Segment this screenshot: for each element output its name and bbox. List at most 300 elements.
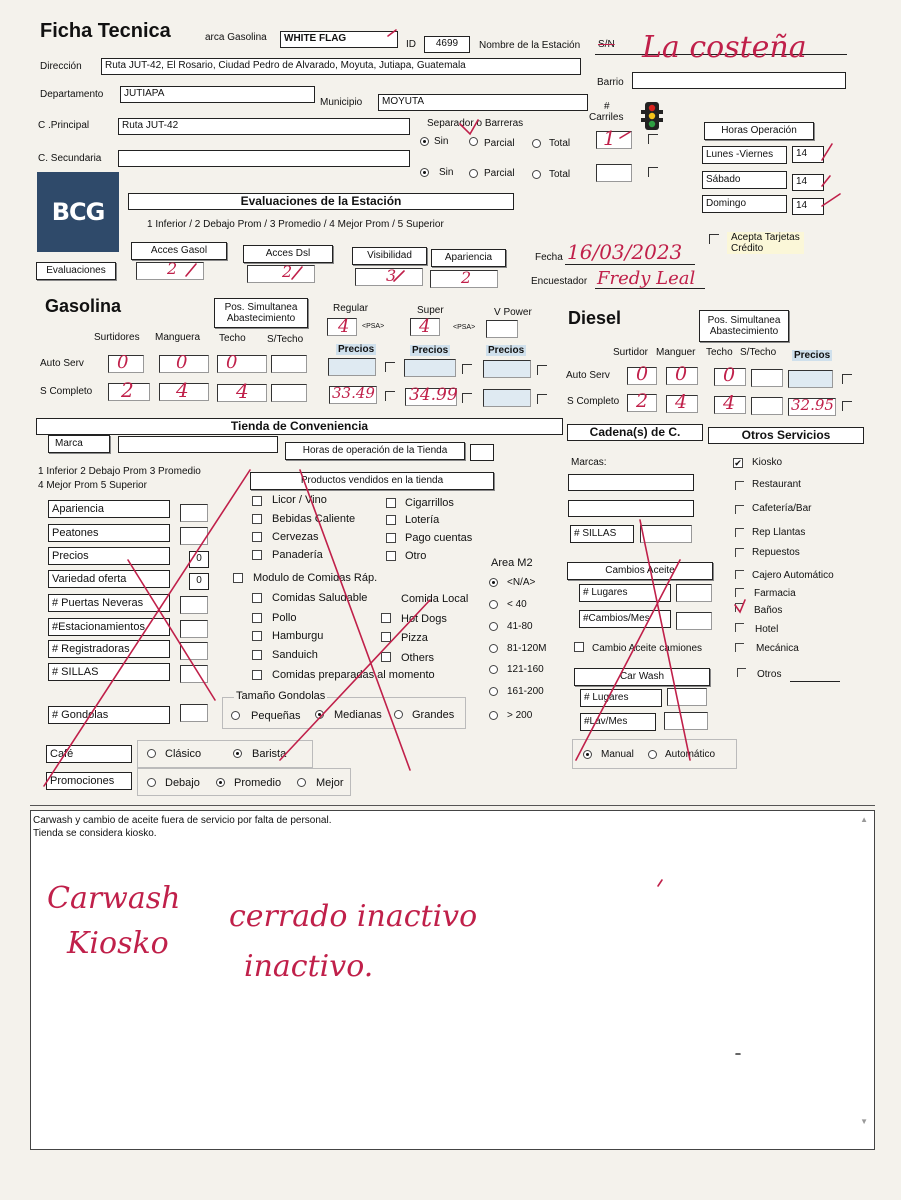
- area-41-radio[interactable]: [489, 622, 498, 631]
- diesel-completo-stecho-field[interactable]: [751, 397, 783, 415]
- tienda-sillas-label: # SILLAS: [48, 663, 170, 681]
- tienda-marca-label: Marca: [48, 435, 110, 453]
- diesel-auto-techo-field[interactable]: [714, 364, 746, 386]
- gas-completo-mangueras-field[interactable]: [159, 378, 209, 402]
- area-41-label: 41-80: [507, 621, 533, 632]
- departamento-label: Departamento: [40, 89, 104, 100]
- cafe-barista-radio[interactable]: [233, 749, 242, 758]
- carriles-hash: #: [604, 101, 610, 112]
- visibilidad-field[interactable]: [355, 268, 423, 286]
- traffic-light-icon: [641, 101, 663, 133]
- repuestos-label: Repuestos: [752, 547, 800, 558]
- aceite-cambios-mes-label: #Cambios/Mes: [579, 610, 671, 628]
- carriles1-field[interactable]: [596, 126, 632, 150]
- tienda-registradoras-label: # Registradoras: [48, 640, 170, 658]
- area-161-radio[interactable]: [489, 687, 498, 696]
- area-81-label: 81-120M: [507, 643, 547, 654]
- gondolas-pequenas-radio[interactable]: [231, 711, 240, 720]
- carriles1-check[interactable]: [648, 134, 658, 144]
- acces-dsl-field[interactable]: [247, 262, 315, 283]
- gas-completo-techo-field[interactable]: [217, 379, 267, 403]
- diesel-techo-header: Techo: [706, 347, 733, 358]
- bcg-logo: [37, 172, 119, 252]
- carriles2-check[interactable]: [648, 167, 658, 177]
- licor-label: Licor / Vino: [272, 494, 327, 506]
- nombre-estacion-value: S/N: [598, 39, 615, 50]
- cajero-label: Cajero Automático: [752, 570, 834, 581]
- otros-field[interactable]: [790, 681, 840, 682]
- apariencia-field[interactable]: [430, 270, 498, 288]
- pollo-label: Pollo: [272, 612, 297, 624]
- diesel-completo-manguer-field[interactable]: [666, 391, 698, 413]
- panaderia-checkbox[interactable]: [252, 550, 262, 560]
- carwash-lugares-label: # Lugares: [580, 689, 662, 707]
- gas-completo-precio-super-value: 34.99: [409, 385, 458, 405]
- hotel-checkbox[interactable]: [735, 623, 744, 632]
- gas-auto-regular-check[interactable]: [385, 362, 395, 372]
- super-pos-field[interactable]: [410, 318, 440, 336]
- loteria-label: Lotería: [405, 514, 440, 526]
- diesel-auto-stecho-field[interactable]: [751, 369, 783, 387]
- comidas-preparadas-label: Comidas preparadas al momento: [272, 669, 435, 681]
- tienda-peatones-field[interactable]: [180, 527, 208, 545]
- comida-local-label: Comida Local: [401, 593, 469, 605]
- tienda-estacionamientos-label: #Estacionamientos: [48, 618, 170, 636]
- fecha-field[interactable]: [565, 264, 695, 265]
- cafe-clasico-label: Clásico: [165, 748, 202, 760]
- carwash-manual-radio[interactable]: [583, 750, 592, 759]
- gondolas-grandes-radio[interactable]: [394, 710, 403, 719]
- gas-auto-super-check[interactable]: [462, 364, 472, 374]
- carwash-title: Car Wash: [574, 668, 710, 686]
- tienda-puertas-label: # Puertas Neveras: [48, 594, 170, 612]
- area-121-label: 121-160: [507, 664, 544, 675]
- area-161-label: 161-200: [507, 686, 544, 697]
- horas-operacion-button[interactable]: Horas Operación: [704, 122, 814, 140]
- separador1-sin-radio[interactable]: [420, 137, 429, 146]
- nombre-estacion-handwritten: La costeña: [642, 30, 807, 65]
- gasolina-pos-label-1: Pos. Simultanea: [224, 302, 298, 313]
- promo-debajo-radio[interactable]: [147, 778, 156, 787]
- notes-hand-kiosko: Kiosko: [67, 926, 169, 961]
- scroll-up-icon[interactable]: ▲: [860, 815, 868, 824]
- gas-completo-techo-value: 4: [236, 379, 249, 403]
- pizza-checkbox[interactable]: [381, 632, 391, 642]
- cadena-title: Cadena(s) de C.: [567, 424, 703, 441]
- regular-pos-value: 4: [338, 316, 350, 337]
- pago-cuentas-label: Pago cuentas: [405, 532, 473, 544]
- tienda-horas-field[interactable]: [470, 444, 494, 461]
- mecanica-label: Mecánica: [756, 643, 799, 654]
- gas-completo-precio-super[interactable]: [405, 385, 458, 406]
- farmacia-label: Farmacia: [754, 588, 796, 599]
- restaurant-checkbox[interactable]: [735, 481, 744, 490]
- gas-completo-precio-regular-value: 33.49: [332, 384, 375, 402]
- acepta-tarjetas-label: [727, 232, 804, 254]
- tienda-horas-label: Horas de operación de la Tienda: [285, 442, 465, 460]
- cervezas-checkbox[interactable]: [252, 532, 262, 542]
- tienda-precios-label: Precios: [48, 547, 170, 565]
- acces-dsl-label: Acces Dsl: [243, 245, 333, 263]
- others-checkbox[interactable]: [381, 652, 391, 662]
- carwash-lav-mes-label: #Lav/Mes: [580, 713, 656, 731]
- diesel-auto-manguer-value: 0: [675, 363, 688, 385]
- sabado-field[interactable]: 14: [792, 174, 824, 191]
- carwash-manual-label: Manual: [601, 749, 634, 760]
- area-40-label: < 40: [507, 599, 527, 610]
- separador2-total-label: Total: [549, 169, 571, 180]
- carriles2-field[interactable]: [596, 164, 632, 182]
- calle-secundaria-field[interactable]: [118, 150, 410, 167]
- panaderia-label: Panadería: [272, 549, 323, 561]
- hotel-label: Hotel: [755, 624, 779, 635]
- gas-auto-precio-regular[interactable]: [328, 358, 376, 376]
- apariencia-value: 2: [461, 268, 472, 287]
- tienda-gondolas-field[interactable]: [180, 704, 208, 722]
- departamento-field[interactable]: JUTIAPA: [120, 86, 315, 103]
- gas-completo-regular-check[interactable]: [385, 391, 395, 401]
- gasolina-title: Gasolina: [45, 296, 122, 316]
- tienda-marca-field[interactable]: [118, 436, 278, 453]
- diesel-auto-surtidor-field[interactable]: [627, 363, 657, 385]
- gas-auto-techo-field[interactable]: [217, 352, 267, 373]
- tienda-apariencia-field[interactable]: [180, 504, 208, 522]
- cadena-marca-field-1[interactable]: [568, 474, 694, 491]
- fecha-value: 16/03/2023: [567, 240, 683, 264]
- llantas-checkbox[interactable]: [735, 528, 744, 537]
- carwash-automatico-radio[interactable]: [648, 750, 657, 759]
- apariencia-label: Apariencia: [431, 249, 506, 267]
- hotdogs-checkbox[interactable]: [381, 613, 391, 623]
- cadena-marca-field-2[interactable]: [568, 500, 694, 517]
- carriles1-value: 1: [603, 126, 616, 150]
- promo-promedio-radio[interactable]: [216, 778, 225, 787]
- notes-hand-inactivo: inactivo.: [244, 949, 374, 984]
- cafe-clasico-radio[interactable]: [147, 749, 156, 758]
- cigarrillos-checkbox[interactable]: [386, 498, 396, 508]
- pen-mark-domingo: [822, 194, 840, 206]
- sanduich-checkbox[interactable]: [252, 650, 262, 660]
- regular-psa: <PSA>: [362, 323, 385, 330]
- cadena-sillas-label: # SILLAS: [570, 525, 634, 543]
- gas-auto-stecho-field[interactable]: [271, 355, 307, 373]
- gondolas-medianas-radio[interactable]: [315, 710, 324, 719]
- gondolas-grandes-label: Grandes: [412, 709, 455, 721]
- gas-completo-vpower-check[interactable]: [537, 394, 547, 404]
- calle-principal-field[interactable]: Ruta JUT-42: [118, 118, 410, 135]
- precios-regular-header: Precios: [338, 344, 375, 355]
- notes-line-2: Tienda se considera kiosko.: [33, 828, 157, 839]
- carwash-lav-mes-field[interactable]: [664, 712, 708, 730]
- vpower-pos-field[interactable]: [486, 320, 518, 338]
- diesel-auto-precio[interactable]: [788, 370, 833, 388]
- cambio-camiones-label: Cambio Aceite camiones: [592, 643, 703, 654]
- cafeteria-label: Cafetería/Bar: [752, 503, 812, 514]
- acepta-tarjetas-label-2: Crédito: [731, 243, 764, 254]
- repuestos-checkbox[interactable]: [735, 548, 744, 557]
- precios-super-header: Precios: [412, 345, 449, 356]
- encuestador-label: Encuestador: [531, 276, 588, 287]
- gas-auto-techo-value: 0: [226, 352, 238, 373]
- cafeteria-checkbox[interactable]: [735, 505, 744, 514]
- diesel-auto-techo-value: 0: [723, 364, 736, 386]
- acces-dsl-value: 2: [282, 262, 293, 281]
- saludable-checkbox[interactable]: [252, 593, 262, 603]
- tienda-scale-2: 4 Mejor Prom 5 Superior: [38, 480, 147, 491]
- area-na-radio[interactable]: [489, 578, 498, 587]
- area-121-radio[interactable]: [489, 665, 498, 674]
- bebidas-checkbox[interactable]: [252, 514, 262, 524]
- otro-checkbox[interactable]: [386, 551, 396, 561]
- gas-auto-serv-label: Auto Serv: [40, 358, 84, 369]
- productos-title: Productos vendidos en la tienda: [250, 472, 494, 490]
- otros-checkbox[interactable]: [737, 668, 746, 677]
- bcg-logo-text: BCG: [51, 198, 105, 226]
- diesel-pos-label-1: Pos. Simultanea: [707, 315, 781, 326]
- separador1-parcial-radio[interactable]: [469, 137, 478, 146]
- diesel-manguer-header: Manguer: [656, 347, 696, 358]
- farmacia-checkbox[interactable]: [735, 588, 744, 597]
- mecanica-checkbox[interactable]: [735, 643, 744, 652]
- municipio-field[interactable]: MOYUTA: [378, 94, 588, 111]
- evaluaciones-title: Evaluaciones de la Estación: [128, 193, 514, 210]
- aceite-lugares-label: # Lugares: [579, 584, 671, 602]
- acces-gasol-label: Acces Gasol: [131, 242, 227, 260]
- carwash-automatico-label: Automático: [665, 749, 716, 760]
- barrio-field[interactable]: [632, 72, 846, 89]
- evaluaciones-button[interactable]: Evaluaciones: [36, 262, 116, 280]
- others-label: Others: [401, 652, 435, 664]
- notes-textarea[interactable]: [30, 810, 875, 1150]
- tienda-gondolas-label: # Gondolas: [48, 706, 170, 724]
- precios-vpower-header: Precios: [488, 345, 525, 356]
- promo-debajo-label: Debajo: [165, 777, 200, 789]
- cajero-checkbox[interactable]: [735, 570, 744, 579]
- tienda-puertas-field[interactable]: [180, 596, 208, 614]
- acces-gasol-value: 2: [167, 259, 178, 278]
- marca-gasolina-label: arca Gasolina: [205, 32, 267, 43]
- gas-completo-label: S Completo: [40, 386, 93, 397]
- aceite-cambios-mes-field[interactable]: [676, 612, 712, 630]
- diesel-pos-label-2: Abastecimiento: [709, 326, 779, 337]
- cafe-label: Café: [46, 745, 132, 763]
- separador2-parcial-radio[interactable]: [469, 169, 478, 178]
- gasolina-pos-label-2: Abastecimiento: [226, 313, 296, 324]
- kiosko-checkbox[interactable]: ✔: [734, 458, 742, 468]
- area-m2-label: Area M2: [491, 557, 533, 569]
- tienda-peatones-label: Peatones: [48, 524, 170, 542]
- stecho-header: S/Techo: [267, 334, 304, 345]
- encuestador-value: Fredy Leal: [597, 268, 696, 289]
- tienda-scale-1: 1 Inferior 2 Debajo Prom 3 Promedio: [38, 466, 201, 477]
- kiosko-label: Kiosko: [752, 457, 783, 468]
- separador2-parcial-label: Parcial: [484, 168, 515, 179]
- municipio-label: Municipio: [320, 97, 363, 108]
- cervezas-label: Cervezas: [272, 531, 319, 543]
- tienda-registradoras-field[interactable]: [180, 642, 208, 660]
- separador1-total-label: Total: [549, 138, 571, 149]
- gas-completo-precio-vpower[interactable]: [483, 389, 531, 407]
- gas-completo-super-check[interactable]: [462, 393, 472, 403]
- otros-label: Otros: [757, 669, 782, 680]
- direccion-label: Dirección: [40, 61, 82, 72]
- tienda-precios-field[interactable]: 0: [189, 551, 209, 568]
- gas-completo-stecho-field[interactable]: [271, 384, 307, 402]
- fecha-label: Fecha: [535, 252, 563, 263]
- area-200-radio[interactable]: [489, 711, 498, 720]
- calle-principal-label: C .Principal: [38, 120, 90, 131]
- gas-auto-mangueras-value: 0: [176, 352, 188, 373]
- gas-auto-surtidores-field[interactable]: [108, 352, 144, 373]
- separador-label: Separador o Barreras: [427, 118, 524, 129]
- diesel-auto-serv-label: Auto Serv: [566, 370, 610, 381]
- gas-auto-precio-super[interactable]: [404, 359, 456, 377]
- gas-auto-surtidores-value: 0: [117, 352, 129, 373]
- form-title: Ficha Tecnica: [40, 20, 171, 42]
- acepta-tarjetas-label-1: Acepta Tarjetas: [731, 232, 800, 243]
- notes-line-1: Carwash y cambio de aceite fuera de servicio por falta de personal.: [33, 815, 332, 826]
- domingo-field[interactable]: 14: [792, 198, 824, 215]
- diesel-completo-precio-value: 32.95: [791, 396, 834, 414]
- diesel-precios-header: Precios: [794, 350, 831, 361]
- tienda-sillas-field[interactable]: [180, 665, 208, 683]
- pollo-checkbox[interactable]: [252, 613, 262, 623]
- cafe-group: [137, 740, 313, 768]
- aceite-lugares-field[interactable]: [676, 584, 712, 602]
- surtidores-header: Surtidores: [94, 332, 140, 343]
- acepta-tarjetas-checkbox[interactable]: [709, 234, 719, 244]
- diesel-completo-check[interactable]: [842, 401, 852, 411]
- banos-checkbox[interactable]: [735, 603, 744, 612]
- llantas-label: Rep Llantas: [752, 527, 806, 538]
- techo-header: Techo: [219, 333, 246, 344]
- tienda-variedad-label: Variedad oferta: [48, 570, 170, 588]
- carwash-lugares-field[interactable]: [667, 688, 707, 706]
- saludable-label: Comidas Saludable: [272, 592, 368, 604]
- separador1-total-radio[interactable]: [532, 139, 541, 148]
- diesel-pos-simultanea: [699, 310, 789, 342]
- tienda-estacionamientos-field[interactable]: [180, 620, 208, 638]
- diesel-auto-check[interactable]: [842, 374, 852, 384]
- direccion-field[interactable]: Ruta JUT-42, El Rosario, Ciudad Pedro de Alvarado, Moyuta, Jutiapa, Guatemala: [101, 58, 581, 75]
- licor-checkbox[interactable]: [252, 496, 262, 506]
- loteria-checkbox[interactable]: [386, 515, 396, 525]
- promo-mejor-radio[interactable]: [297, 778, 306, 787]
- sabado-label: Sábado: [702, 171, 787, 189]
- promo-mejor-label: Mejor: [316, 777, 344, 789]
- banos-label: Baños: [754, 605, 783, 616]
- promo-promedio-label: Promedio: [234, 777, 282, 789]
- diesel-completo-precio[interactable]: [788, 398, 836, 416]
- diesel-auto-surtidor-value: 0: [636, 363, 649, 385]
- tamano-gondolas-label: Tamaño Gondolas: [236, 690, 326, 702]
- carriles-label: Carriles: [589, 112, 624, 123]
- marca-gasolina-field[interactable]: WHITE FLAG: [280, 31, 398, 48]
- evaluaciones-scale: 1 Inferior / 2 Debajo Prom / 3 Promedio / 4 Mejor Prom / 5 Superior: [147, 219, 444, 230]
- cambio-camiones-checkbox[interactable]: [574, 642, 584, 652]
- modulo-comidas-checkbox[interactable]: [233, 573, 243, 583]
- gondolas-pequenas-label: Pequeñas: [251, 710, 301, 722]
- domingo-label: Domingo: [702, 195, 787, 213]
- gasolina-pos-simultanea: [214, 298, 308, 328]
- notes-typed: [33, 814, 332, 840]
- cambios-aceite-title: Cambios Aceite: [567, 562, 713, 580]
- lunes-viernes-field[interactable]: 14: [792, 146, 824, 163]
- diesel-title: Diesel: [568, 308, 622, 328]
- regular-label: Regular: [333, 303, 369, 314]
- area-40-radio[interactable]: [489, 600, 498, 609]
- id-field[interactable]: 4699: [424, 36, 470, 53]
- regular-pos-field[interactable]: [327, 318, 357, 336]
- pago-cuentas-checkbox[interactable]: [386, 533, 396, 543]
- calle-secundaria-label: C. Secundaria: [38, 153, 102, 164]
- vpower-label: V Power: [494, 307, 532, 318]
- super-psa: <PSA>: [453, 324, 476, 331]
- super-label: Super: [417, 305, 444, 316]
- gas-auto-mangueras-field[interactable]: [159, 352, 209, 373]
- bebidas-label: Bebidas Caliente: [272, 513, 356, 525]
- gas-auto-precio-vpower[interactable]: [483, 360, 531, 378]
- scroll-down-icon[interactable]: ▼: [860, 1117, 868, 1126]
- diesel-completo-techo-value: 4: [723, 392, 736, 414]
- notes-hand-carwash: Carwash: [47, 881, 181, 916]
- super-pos-value: 4: [419, 316, 431, 337]
- cigarrillos-label: Cigarrillos: [405, 497, 454, 509]
- gas-completo-surtidores-field[interactable]: [108, 378, 150, 402]
- area-81-radio[interactable]: [489, 644, 498, 653]
- separador2-total-radio[interactable]: [532, 170, 541, 179]
- gas-completo-precio-regular[interactable]: [329, 386, 377, 404]
- modulo-comidas-label: Modulo de Comidas Ráp.: [253, 572, 378, 584]
- notes-hand-cerrado: cerrado inactivo: [229, 899, 478, 934]
- hamburgu-checkbox[interactable]: [252, 631, 262, 641]
- area-na-label: <N/A>: [507, 577, 536, 588]
- gondolas-medianas-label: Medianas: [334, 709, 382, 721]
- nombre-estacion-label: Nombre de la Estación: [479, 40, 581, 51]
- separador2-sin-label: Sin: [439, 167, 454, 178]
- diesel-completo-label: S Completo: [567, 396, 620, 407]
- gas-completo-surtidores-value: 2: [121, 378, 134, 402]
- diesel-auto-manguer-field[interactable]: [666, 363, 698, 385]
- hotdogs-label: Hot Dogs: [401, 613, 447, 625]
- hamburgu-label: Hamburgu: [272, 630, 324, 642]
- otro-label: Otro: [405, 550, 427, 562]
- mangueras-header: Manguera: [155, 332, 201, 343]
- separador1-sin-label: Sin: [434, 136, 449, 147]
- notes-separator: [30, 805, 875, 806]
- tienda-title: Tienda de Conveniencia: [36, 418, 563, 435]
- visibilidad-label: Visibilidad: [352, 247, 427, 265]
- acces-gasol-field[interactable]: [136, 259, 204, 280]
- cadena-sillas-field[interactable]: [640, 525, 692, 543]
- comidas-preparadas-checkbox[interactable]: [252, 670, 262, 680]
- tienda-variedad-field[interactable]: 0: [189, 573, 209, 590]
- sanduich-label: Sanduich: [272, 649, 318, 661]
- diesel-stecho-header: S/Techo: [740, 347, 777, 358]
- diesel-completo-surtidor-value: 2: [636, 390, 649, 412]
- cafe-barista-label: Barista: [252, 748, 287, 760]
- pizza-label: Pizza: [401, 632, 428, 644]
- separador2-sin-radio[interactable]: [420, 168, 429, 177]
- gas-completo-mangueras-value: 4: [176, 378, 189, 402]
- visibilidad-value: 3: [386, 266, 397, 285]
- diesel-completo-manguer-value: 4: [675, 391, 688, 413]
- diesel-completo-surtidor-field[interactable]: [627, 390, 657, 412]
- diesel-completo-techo-field[interactable]: [714, 392, 746, 414]
- gas-auto-vpower-check[interactable]: [537, 365, 547, 375]
- promociones-label: Promociones: [46, 772, 132, 790]
- otros-servicios-title: Otros Servicios: [708, 427, 864, 444]
